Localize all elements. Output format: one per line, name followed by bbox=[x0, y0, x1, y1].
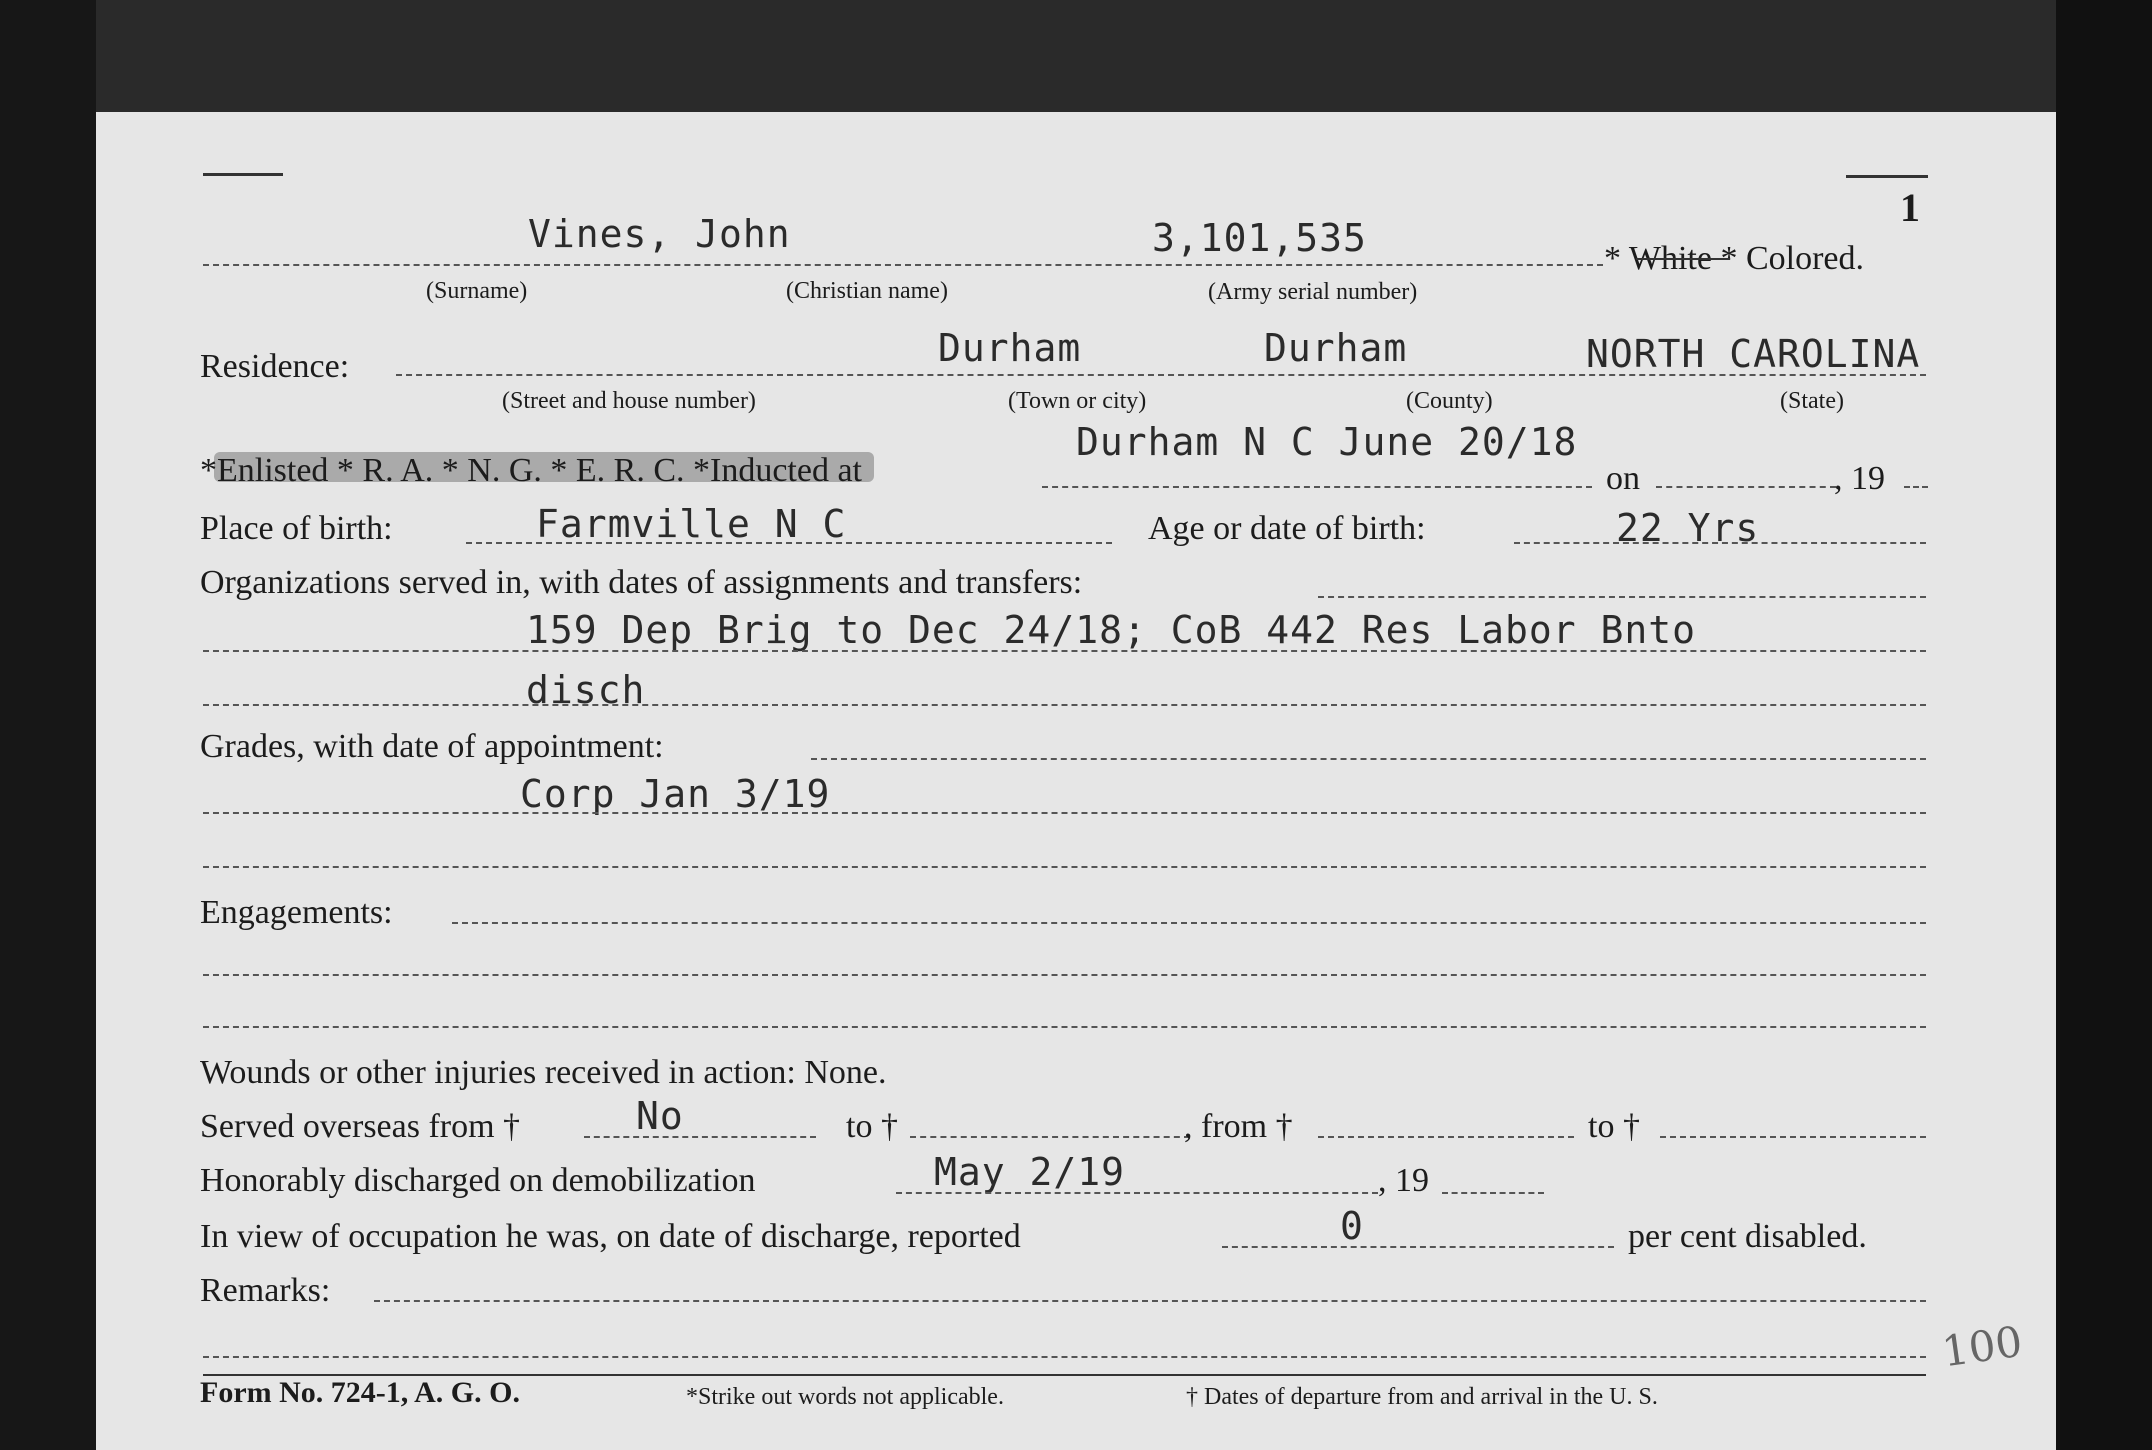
serial-value: 3,101,535 bbox=[1152, 216, 1367, 260]
engagements-line-b bbox=[203, 974, 1926, 976]
surname-label: (Surname) bbox=[426, 278, 528, 304]
form-number: Form No. 724-1, A. G. O. bbox=[200, 1376, 520, 1409]
scan-left-edge bbox=[0, 0, 96, 1450]
residence-state: NORTH CAROLINA bbox=[1586, 332, 1921, 376]
top-left-rule bbox=[203, 173, 283, 176]
grades-line-a bbox=[811, 758, 1926, 760]
overseas-from2-label: , from † bbox=[1184, 1108, 1293, 1145]
engagements-line-c bbox=[203, 1026, 1926, 1028]
discharge-label: Honorably discharged on demobilization bbox=[200, 1162, 756, 1199]
grades-line-b bbox=[203, 812, 1926, 814]
grades-line-c bbox=[203, 866, 1926, 868]
induction-year-label: , 19 bbox=[1834, 460, 1885, 497]
footer-note-strike: *Strike out words not applicable. bbox=[686, 1384, 1004, 1410]
on-label: on bbox=[1606, 460, 1640, 497]
record-card bbox=[96, 112, 2056, 1450]
discharge-line bbox=[896, 1192, 1378, 1194]
overseas-to2-label: to † bbox=[1588, 1108, 1640, 1145]
induction-line bbox=[1042, 486, 1592, 488]
town-label: (Town or city) bbox=[1008, 388, 1147, 414]
age-line bbox=[1514, 542, 1926, 544]
street-label: (Street and house number) bbox=[502, 388, 756, 414]
place-of-birth-label: Place of birth: bbox=[200, 510, 393, 547]
organizations-label: Organizations served in, with dates of assignments and transfers: bbox=[200, 564, 1083, 601]
county-label: (County) bbox=[1406, 388, 1493, 414]
overseas-to-line bbox=[910, 1136, 1190, 1138]
scan-right-edge bbox=[2056, 0, 2152, 1450]
overseas-from-value: No bbox=[636, 1094, 684, 1138]
organizations-line-2: disch bbox=[526, 668, 646, 712]
organizations-line-a bbox=[1318, 596, 1926, 598]
footer-note-dates: † Dates of departure from and arrival in the U. S. bbox=[1186, 1384, 1658, 1410]
race-options: * White * Colored. bbox=[1604, 240, 1864, 277]
overseas-from-line bbox=[584, 1136, 816, 1138]
organizations-line-1: 159 Dep Brig to Dec 24/18; CoB 442 Res Labor Bnto bbox=[526, 608, 1697, 652]
discharge-year-label: , 19 bbox=[1378, 1162, 1429, 1199]
overseas-to-label: to † bbox=[846, 1108, 898, 1145]
overseas-from2-line bbox=[1318, 1136, 1574, 1138]
card-number: 1 bbox=[1900, 185, 1920, 230]
residence-label: Residence: bbox=[200, 348, 350, 385]
engagements-label: Engagements: bbox=[200, 894, 393, 931]
engagements-line-a bbox=[452, 922, 1926, 924]
top-right-rule bbox=[1846, 175, 1928, 178]
birth-place-line bbox=[466, 542, 1112, 544]
residence-county: Durham bbox=[1264, 326, 1408, 370]
handwritten-margin-note: 100 bbox=[1938, 1316, 2026, 1377]
remarks-line-a bbox=[374, 1300, 1926, 1302]
disability-value: 0 bbox=[1340, 1204, 1364, 1248]
name-value: Vines, John bbox=[528, 212, 791, 256]
remarks-label: Remarks: bbox=[200, 1272, 331, 1309]
age-value: 22 Yrs bbox=[1616, 506, 1760, 550]
induction-place-date: Durham N C June 20/18 bbox=[1076, 420, 1578, 464]
discharge-year-line bbox=[1442, 1192, 1544, 1194]
induction-year-line bbox=[1904, 486, 1928, 488]
remarks-line-b bbox=[203, 1356, 1926, 1358]
discharge-date: May 2/19 bbox=[934, 1150, 1126, 1194]
overseas-label: Served overseas from † bbox=[200, 1108, 521, 1145]
place-of-birth-value: Farmville N C bbox=[536, 502, 847, 546]
wounds-text: Wounds or other injuries received in action: None. bbox=[200, 1054, 887, 1091]
disability-suffix: per cent disabled. bbox=[1628, 1218, 1867, 1255]
grades-label: Grades, with date of appointment: bbox=[200, 728, 664, 765]
disability-label: In view of occupation he was, on date of discharge, reported bbox=[200, 1218, 1021, 1255]
white-strike bbox=[1636, 258, 1730, 260]
name-line bbox=[203, 264, 1603, 266]
grades-value: Corp Jan 3/19 bbox=[520, 772, 831, 816]
overseas-to2-line bbox=[1660, 1136, 1926, 1138]
induction-options: *Enlisted * R. A. * N. G. * E. R. C. *Inducted at bbox=[200, 452, 863, 489]
residence-town: Durham bbox=[938, 326, 1082, 370]
on-line bbox=[1656, 486, 1836, 488]
serial-label: (Army serial number) bbox=[1208, 279, 1418, 305]
scan-top-edge bbox=[96, 0, 2056, 112]
organizations-line-b bbox=[203, 650, 1926, 652]
state-label: (State) bbox=[1780, 388, 1844, 414]
disability-line bbox=[1222, 1246, 1614, 1248]
organizations-line-c bbox=[203, 704, 1926, 706]
christian-name-label: (Christian name) bbox=[786, 278, 948, 304]
age-label: Age or date of birth: bbox=[1148, 510, 1426, 547]
